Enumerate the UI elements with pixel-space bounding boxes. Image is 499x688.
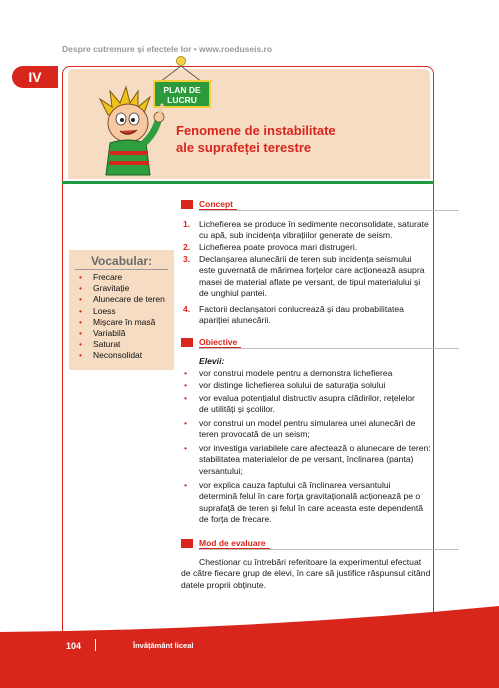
bullet: • <box>184 368 188 378</box>
item-number: 3. <box>183 254 191 264</box>
list-item: • Loess <box>79 305 116 316</box>
hanger-pin <box>176 56 186 66</box>
list-item: • Frecare <box>79 272 123 282</box>
objective-item-1: vor construi modele pentru a demonstra lichefierea <box>199 368 393 378</box>
vocabulary-rule <box>75 269 168 270</box>
item-number: 2. <box>183 242 191 252</box>
mascot-illustration <box>98 85 168 177</box>
objectives-intro: Elevii: <box>199 356 225 366</box>
bullet: • <box>184 393 188 403</box>
page-number: 104 <box>66 641 82 651</box>
bullet: • <box>184 418 188 428</box>
concept-item-4: Factorii declanșatori conlucrează și dau probabilitatea apariției alunecării. <box>199 304 404 326</box>
title-line-2: ale suprafeței terestre <box>176 140 312 155</box>
chapter-tab: IV <box>12 66 58 88</box>
list-item: • Saturat <box>79 339 121 350</box>
list-item: • Gravitație <box>79 283 130 294</box>
concept-item-1: Lichefierea se produce în sedimente neconsolidate, saturate cu apă, sub incidența vibrațiilor generate de seism. <box>199 219 429 241</box>
list-item: • Mișcare în masă <box>79 316 156 327</box>
footer-separator <box>95 639 96 651</box>
evaluation-text: Chestionar cu întrebări referitoare la experimentul efectuat de către fiecare grup de elevi, în care să justifice răspunsul citând datele proprii obținute. <box>181 557 431 590</box>
title-line-1: Fenomene de instabilitate <box>176 123 336 138</box>
bullet: • <box>184 380 188 390</box>
vocabulary-box <box>69 250 174 370</box>
vocabulary-title: Vocabular: <box>90 254 153 268</box>
item-number: 1. <box>183 219 191 229</box>
objective-item-5: vor investiga variabilele care afectează o alunecare de teren: stabilitatea materialelor de pe versant, înclinarea (panta) versantului; <box>199 443 431 476</box>
footer-label: Învățământ liceal <box>133 641 194 650</box>
divider <box>62 181 434 184</box>
list-item: • Variabilă <box>79 328 126 339</box>
objective-item-4: vor construi un model pentru simularea unei alunecări de teren provocată de un seism; <box>199 418 416 440</box>
list-item: • Alunecare de teren <box>79 294 165 305</box>
footer-curve <box>0 600 499 640</box>
bullet: • <box>184 443 188 453</box>
objective-item-2: vor distinge lichefierea solului de saturația solului <box>199 380 386 390</box>
badge-line-2: LUCRU <box>167 95 197 105</box>
concept-heading: Concept <box>181 199 237 210</box>
item-number: 4. <box>183 304 191 314</box>
objective-item-3: vor evalua potențialul distructiv asupra clădirilor, rețelelor de utilități și școlilor. <box>199 393 415 415</box>
evaluation-heading: Mod de evaluare <box>181 538 270 549</box>
lesson-title <box>176 122 336 156</box>
objectives-heading: Obiective <box>181 337 241 348</box>
concept-item-3: Declanșarea alunecării de teren sub incidența seismului este guvernată de mărimea forțelor care acționează asupra masei de material aflate pe versant, de tipul materialului și de unghiul pantei. <box>199 254 425 298</box>
bullet: • <box>184 480 188 490</box>
badge-line-1: PLAN DE <box>163 85 201 95</box>
concept-item-2: Lichefierea poate provoca mari distrugeri. <box>199 242 358 252</box>
objective-item-6: vor explica cauza faptului că înclinarea versantului determină felul în care forța gravitațională acționează pe o suprafață de teren și felul în care aceasta este dependentă de forța de frecare. <box>199 480 424 524</box>
running-title: Despre cutremure și efectele lor • www.roeduseis.ro <box>62 44 273 54</box>
list-item: • Neconsolidat <box>79 350 143 361</box>
vocabulary-list <box>79 272 165 362</box>
